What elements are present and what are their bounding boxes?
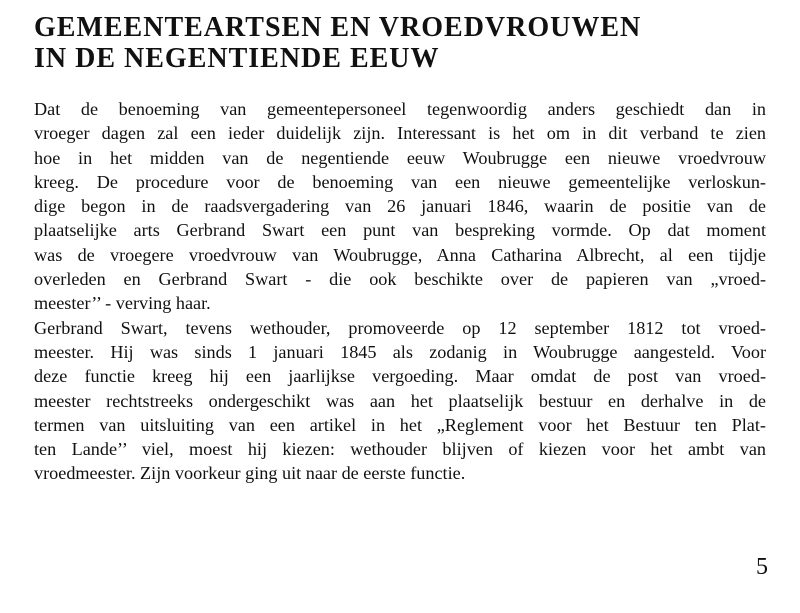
paragraph-1 bbox=[34, 97, 766, 316]
text-line: termen van uitsluiting van een artikel in het „Reglement voor het Bestuur ten Plat- bbox=[34, 414, 766, 435]
text-line: Dat de benoeming van gemeentepersoneel tegenwoordig anders geschiedt dan in bbox=[34, 99, 766, 119]
page-number: 5 bbox=[756, 554, 768, 580]
text-line: kreeg. De procedure voor de benoeming van een nieuwe gemeentelijke verloskun- bbox=[34, 171, 766, 192]
text-line: ten Lande’’ viel, moest hij kiezen: wethouder blijven of kiezen voor het ambt van bbox=[34, 439, 766, 460]
text-line: meester’’ - verving haar. bbox=[34, 293, 211, 314]
text-line: hoe in het midden van de negentiende eeuw Woubrugge een nieuwe vroedvrouw bbox=[34, 147, 766, 168]
text-line: vroedmeester. Zijn voorkeur ging uit naar de eerste functie. bbox=[34, 463, 466, 484]
page-title bbox=[34, 12, 774, 74]
title-line: GEMEENTEARTSEN EN VROEDVROUWEN bbox=[34, 12, 642, 43]
body-text bbox=[34, 97, 766, 486]
text-line: meester. Hij was sinds 1 januari 1845 als zodanig in Woubrugge aangesteld. Voor bbox=[34, 341, 766, 362]
paragraph-2 bbox=[34, 316, 766, 486]
text-line: meester rechtstreeks ondergeschikt was aan het plaatselijk bestuur en derhalve in de bbox=[34, 390, 766, 411]
title-line: IN DE NEGENTIENDE EEUW bbox=[34, 43, 440, 74]
text-line: overleden en Gerbrand Swart - die ook beschikte over de papieren van „vroed- bbox=[34, 269, 766, 290]
text-line: plaatselijke arts Gerbrand Swart een punt van bespreking vormde. Op dat moment bbox=[34, 220, 766, 241]
text-line: Gerbrand Swart, tevens wethouder, promoveerde op 12 september 1812 tot vroed- bbox=[34, 317, 766, 338]
text-line: vroeger dagen zal een ieder duidelijk zijn. Interessant is het om in dit verband te zien bbox=[34, 123, 766, 144]
text-line: deze functie kreeg hij een jaarlijkse vergoeding. Maar omdat de post van vroed- bbox=[34, 366, 766, 387]
text-line: was de vroegere vroedvrouw van Woubrugge, Anna Catharina Albrecht, al een tijdje bbox=[34, 244, 766, 265]
text-line: dige begon in de raadsvergadering van 26 januari 1846, waarin de positie van de bbox=[34, 196, 766, 217]
